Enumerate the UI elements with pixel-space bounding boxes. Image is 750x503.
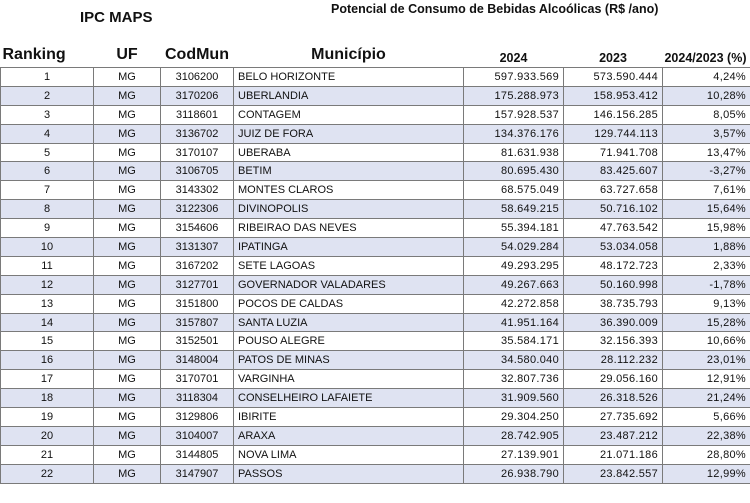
cell-variation: -1,78% xyxy=(663,275,750,294)
cell-value-2023: 573.590.444 xyxy=(564,68,663,87)
cell-variation: 15,28% xyxy=(663,313,750,332)
cell-value-2024: 28.742.905 xyxy=(464,426,564,445)
cell-codmun: 3131307 xyxy=(161,238,234,257)
table-row xyxy=(1,332,750,351)
cell-municipio: UBERLANDIA xyxy=(234,86,464,105)
cell-ranking: 13 xyxy=(1,294,94,313)
cell-municipio: NOVA LIMA xyxy=(234,445,464,464)
cell-municipio: PATOS DE MINAS xyxy=(234,351,464,370)
cell-variation: 8,05% xyxy=(663,105,750,124)
cell-municipio: BELO HORIZONTE xyxy=(234,68,464,87)
cell-value-2023: 38.735.793 xyxy=(564,294,663,313)
cell-municipio: SANTA LUZIA xyxy=(234,313,464,332)
cell-value-2024: 26.938.790 xyxy=(464,464,564,483)
cell-value-2024: 34.580.040 xyxy=(464,351,564,370)
cell-uf: MG xyxy=(94,181,161,200)
table-row xyxy=(1,105,750,124)
cell-municipio: GOVERNADOR VALADARES xyxy=(234,275,464,294)
cell-variation: 15,64% xyxy=(663,200,750,219)
cell-ranking: 21 xyxy=(1,445,94,464)
cell-uf: MG xyxy=(94,426,161,445)
cell-variation: 22,38% xyxy=(663,426,750,445)
table-row xyxy=(1,124,750,143)
cell-ranking: 8 xyxy=(1,200,94,219)
cell-ranking: 3 xyxy=(1,105,94,124)
column-header-2024: 2024 xyxy=(499,51,528,65)
cell-codmun: 3152501 xyxy=(161,332,234,351)
cell-value-2023: 146.156.285 xyxy=(564,105,663,124)
cell-value-2024: 31.909.560 xyxy=(464,389,564,408)
cell-codmun: 3144805 xyxy=(161,445,234,464)
cell-ranking: 15 xyxy=(1,332,94,351)
table-row xyxy=(1,200,750,219)
cell-value-2024: 134.376.176 xyxy=(464,124,564,143)
cell-uf: MG xyxy=(94,294,161,313)
cell-value-2023: 23.487.212 xyxy=(564,426,663,445)
cell-codmun: 3170701 xyxy=(161,370,234,389)
cell-codmun: 3129806 xyxy=(161,408,234,427)
ranking-table xyxy=(0,40,750,484)
cell-uf: MG xyxy=(94,408,161,427)
cell-value-2024: 49.293.295 xyxy=(464,256,564,275)
brand-title: IPC MAPS xyxy=(80,9,153,26)
cell-codmun: 3122306 xyxy=(161,200,234,219)
cell-municipio: RIBEIRAO DAS NEVES xyxy=(234,219,464,238)
cell-value-2024: 41.951.164 xyxy=(464,313,564,332)
cell-codmun: 3118601 xyxy=(161,105,234,124)
cell-codmun: 3170107 xyxy=(161,143,234,162)
cell-codmun: 3167202 xyxy=(161,256,234,275)
cell-municipio: MONTES CLAROS xyxy=(234,181,464,200)
cell-ranking: 14 xyxy=(1,313,94,332)
cell-municipio: DIVINOPOLIS xyxy=(234,200,464,219)
table-row xyxy=(1,143,750,162)
cell-ranking: 20 xyxy=(1,426,94,445)
header-row xyxy=(1,40,750,68)
cell-value-2023: 23.842.557 xyxy=(564,464,663,483)
cell-municipio: JUIZ DE FORA xyxy=(234,124,464,143)
cell-variation: 28,80% xyxy=(663,445,750,464)
table-row xyxy=(1,256,750,275)
cell-uf: MG xyxy=(94,68,161,87)
table-row xyxy=(1,426,750,445)
cell-ranking: 22 xyxy=(1,464,94,483)
cell-municipio: CONTAGEM xyxy=(234,105,464,124)
cell-variation: 10,28% xyxy=(663,86,750,105)
cell-ranking: 7 xyxy=(1,181,94,200)
cell-value-2023: 53.034.058 xyxy=(564,238,663,257)
cell-codmun: 3127701 xyxy=(161,275,234,294)
cell-value-2024: 157.928.537 xyxy=(464,105,564,124)
cell-municipio: VARGINHA xyxy=(234,370,464,389)
cell-variation: 15,98% xyxy=(663,219,750,238)
cell-codmun: 3118304 xyxy=(161,389,234,408)
table-row xyxy=(1,181,750,200)
cell-variation: 12,99% xyxy=(663,464,750,483)
cell-value-2024: 35.584.171 xyxy=(464,332,564,351)
table-row xyxy=(1,313,750,332)
column-header-ranking: Ranking xyxy=(2,46,66,63)
cell-variation: 13,47% xyxy=(663,143,750,162)
cell-value-2024: 54.029.284 xyxy=(464,238,564,257)
cell-codmun: 3104007 xyxy=(161,426,234,445)
cell-value-2023: 63.727.658 xyxy=(564,181,663,200)
cell-uf: MG xyxy=(94,313,161,332)
cell-uf: MG xyxy=(94,143,161,162)
cell-municipio: IPATINGA xyxy=(234,238,464,257)
cell-value-2023: 32.156.393 xyxy=(564,332,663,351)
cell-value-2024: 29.304.250 xyxy=(464,408,564,427)
cell-value-2023: 71.941.708 xyxy=(564,143,663,162)
cell-variation: 23,01% xyxy=(663,351,750,370)
cell-value-2023: 36.390.009 xyxy=(564,313,663,332)
cell-variation: 2,33% xyxy=(663,256,750,275)
cell-variation: -3,27% xyxy=(663,162,750,181)
cell-variation: 1,88% xyxy=(663,238,750,257)
cell-codmun: 3157807 xyxy=(161,313,234,332)
table-row xyxy=(1,86,750,105)
cell-value-2023: 48.172.723 xyxy=(564,256,663,275)
cell-value-2023: 83.425.607 xyxy=(564,162,663,181)
cell-value-2024: 32.807.736 xyxy=(464,370,564,389)
cell-uf: MG xyxy=(94,238,161,257)
table-row xyxy=(1,389,750,408)
table-row xyxy=(1,294,750,313)
cell-value-2023: 28.112.232 xyxy=(564,351,663,370)
cell-codmun: 3151800 xyxy=(161,294,234,313)
cell-ranking: 1 xyxy=(1,68,94,87)
cell-value-2023: 50.716.102 xyxy=(564,200,663,219)
cell-uf: MG xyxy=(94,105,161,124)
table-row xyxy=(1,68,750,87)
cell-uf: MG xyxy=(94,162,161,181)
cell-value-2023: 129.744.113 xyxy=(564,124,663,143)
cell-municipio: POCOS DE CALDAS xyxy=(234,294,464,313)
table-row xyxy=(1,351,750,370)
cell-value-2024: 81.631.938 xyxy=(464,143,564,162)
cell-variation: 12,91% xyxy=(663,370,750,389)
cell-ranking: 11 xyxy=(1,256,94,275)
cell-ranking: 6 xyxy=(1,162,94,181)
cell-value-2023: 47.763.542 xyxy=(564,219,663,238)
cell-codmun: 3148004 xyxy=(161,351,234,370)
cell-variation: 3,57% xyxy=(663,124,750,143)
cell-codmun: 3106200 xyxy=(161,68,234,87)
cell-codmun: 3106705 xyxy=(161,162,234,181)
cell-value-2024: 58.649.215 xyxy=(464,200,564,219)
cell-municipio: POUSO ALEGRE xyxy=(234,332,464,351)
cell-value-2023: 50.160.998 xyxy=(564,275,663,294)
cell-value-2024: 27.139.901 xyxy=(464,445,564,464)
cell-ranking: 19 xyxy=(1,408,94,427)
cell-uf: MG xyxy=(94,464,161,483)
cell-value-2024: 68.575.049 xyxy=(464,181,564,200)
cell-codmun: 3143302 xyxy=(161,181,234,200)
column-header-uf: UF xyxy=(116,46,138,63)
cell-variation: 10,66% xyxy=(663,332,750,351)
cell-uf: MG xyxy=(94,351,161,370)
cell-ranking: 16 xyxy=(1,351,94,370)
table-row xyxy=(1,238,750,257)
cell-uf: MG xyxy=(94,332,161,351)
cell-municipio: CONSELHEIRO LAFAIETE xyxy=(234,389,464,408)
cell-variation: 7,61% xyxy=(663,181,750,200)
cell-value-2023: 27.735.692 xyxy=(564,408,663,427)
table-row xyxy=(1,445,750,464)
cell-value-2024: 42.272.858 xyxy=(464,294,564,313)
cell-ranking: 5 xyxy=(1,143,94,162)
cell-ranking: 2 xyxy=(1,86,94,105)
cell-ranking: 4 xyxy=(1,124,94,143)
column-header-variation: 2024/2023 (%) xyxy=(664,51,747,65)
table-row xyxy=(1,464,750,483)
cell-municipio: IBIRITE xyxy=(234,408,464,427)
cell-uf: MG xyxy=(94,389,161,408)
cell-municipio: ARAXA xyxy=(234,426,464,445)
cell-ranking: 17 xyxy=(1,370,94,389)
cell-value-2023: 29.056.160 xyxy=(564,370,663,389)
cell-uf: MG xyxy=(94,445,161,464)
cell-municipio: UBERABA xyxy=(234,143,464,162)
cell-uf: MG xyxy=(94,86,161,105)
cell-uf: MG xyxy=(94,219,161,238)
cell-municipio: BETIM xyxy=(234,162,464,181)
cell-ranking: 9 xyxy=(1,219,94,238)
cell-codmun: 3170206 xyxy=(161,86,234,105)
cell-value-2024: 55.394.181 xyxy=(464,219,564,238)
cell-variation: 4,24% xyxy=(663,68,750,87)
table-row xyxy=(1,370,750,389)
cell-value-2024: 49.267.663 xyxy=(464,275,564,294)
cell-codmun: 3147907 xyxy=(161,464,234,483)
cell-codmun: 3154606 xyxy=(161,219,234,238)
cell-variation: 9,13% xyxy=(663,294,750,313)
column-header-2023: 2023 xyxy=(599,51,627,65)
cell-municipio: SETE LAGOAS xyxy=(234,256,464,275)
cell-ranking: 12 xyxy=(1,275,94,294)
table-row xyxy=(1,275,750,294)
cell-value-2024: 597.933.569 xyxy=(464,68,564,87)
cell-ranking: 18 xyxy=(1,389,94,408)
cell-value-2023: 21.071.186 xyxy=(564,445,663,464)
table-body xyxy=(1,68,750,484)
cell-uf: MG xyxy=(94,256,161,275)
cell-uf: MG xyxy=(94,200,161,219)
cell-value-2024: 175.288.973 xyxy=(464,86,564,105)
cell-uf: MG xyxy=(94,370,161,389)
cell-variation: 5,66% xyxy=(663,408,750,427)
cell-value-2024: 80.695.430 xyxy=(464,162,564,181)
table-row xyxy=(1,219,750,238)
table-row xyxy=(1,162,750,181)
cell-value-2023: 26.318.526 xyxy=(564,389,663,408)
cell-value-2023: 158.953.412 xyxy=(564,86,663,105)
table-subtitle: Potencial de Consumo de Bebidas Alcoólicas (R$ /ano) xyxy=(331,2,659,16)
column-header-municipio: Município xyxy=(311,46,386,63)
cell-municipio: PASSOS xyxy=(234,464,464,483)
cell-uf: MG xyxy=(94,124,161,143)
cell-ranking: 10 xyxy=(1,238,94,257)
cell-uf: MG xyxy=(94,275,161,294)
table-row xyxy=(1,408,750,427)
cell-variation: 21,24% xyxy=(663,389,750,408)
column-header-codmun: CodMun xyxy=(165,46,229,63)
cell-codmun: 3136702 xyxy=(161,124,234,143)
